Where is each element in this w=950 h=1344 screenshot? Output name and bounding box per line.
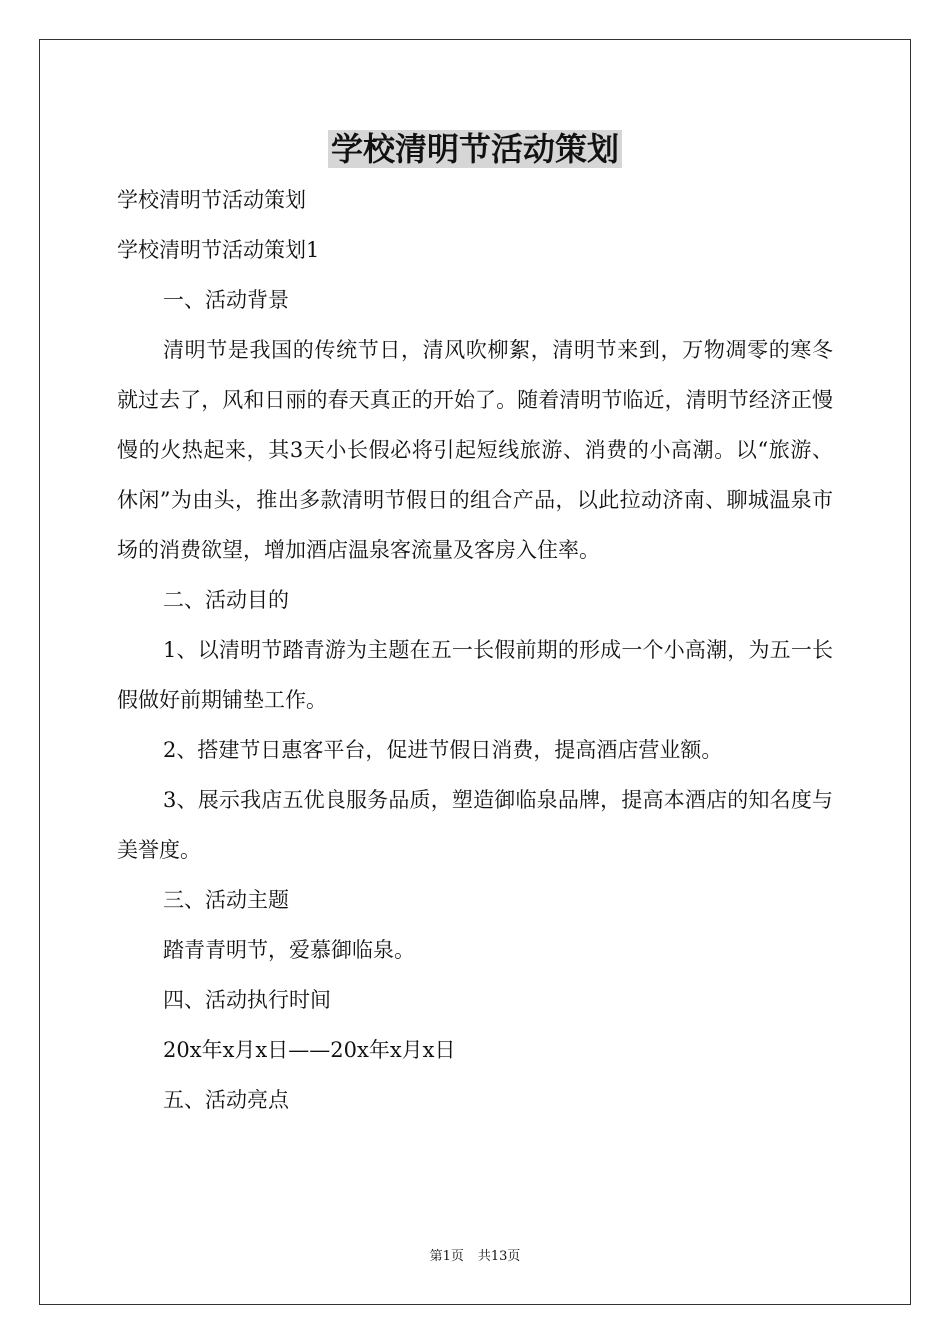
paragraph-theme: 踏青青明节，爱慕御临泉。	[163, 938, 415, 962]
document-title	[0, 128, 950, 170]
section-heading: 学校清明节活动策划1	[117, 238, 320, 262]
paragraph-purpose-2: 2、搭建节日惠客平台，促进节假日消费，提高酒店营业额。	[163, 738, 723, 762]
paragraph-time: 20x年x月x日——20x年x月x日	[163, 1038, 456, 1062]
heading-activity-time: 四、活动执行时间	[163, 988, 331, 1012]
document-title-text: 学校清明节活动策划	[328, 130, 622, 168]
page-total: 共13页	[477, 1249, 521, 1264]
heading-activity-theme: 三、活动主题	[163, 888, 289, 912]
page-footer	[0, 1248, 950, 1266]
document-subtitle: 学校清明节活动策划	[117, 188, 306, 212]
document-body	[117, 175, 833, 1125]
paragraph-purpose-3: 3、展示我店五优良服务品质，塑造御临泉品牌，提高本酒店的知名度与美誉度。	[117, 788, 833, 862]
heading-activity-purpose: 二、活动目的	[163, 588, 289, 612]
heading-activity-highlights: 五、活动亮点	[163, 1088, 289, 1112]
heading-activity-background: 一、活动背景	[163, 288, 289, 312]
paragraph-purpose-1: 1、以清明节踏青游为主题在五一长假前期的形成一个小高潮，为五一长假做好前期铺垫工作。	[117, 638, 833, 712]
paragraph-background: 清明节是我国的传统节日，清风吹柳絮，清明节来到，万物凋零的寒冬就过去了，风和日丽的春天真正的开始了。随着清明节临近，清明节经济正慢慢的火热起来，其3天小长假必将引起短线旅游、消费的小高潮。以“旅游、休闲”为由头，推出多款清明节假日的组合产品，以此拉动济南、聊城温泉市场的消费欲望，增加酒店温泉客流量及客房入住率。	[117, 338, 833, 562]
page-number: 第1页	[429, 1249, 464, 1264]
